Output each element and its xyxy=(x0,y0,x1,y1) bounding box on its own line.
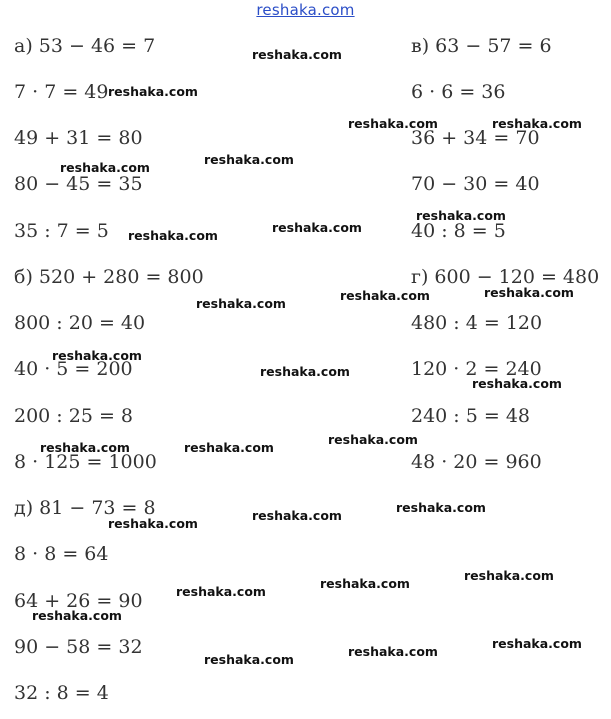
watermark: reshaka.com xyxy=(176,584,266,599)
equation-left-15: 32 : 8 = 4 xyxy=(14,682,109,704)
equation-right-3: 36 + 34 = 70 xyxy=(411,127,540,149)
watermark: reshaka.com xyxy=(484,285,574,300)
equation-left-10: 8 · 125 = 1000 xyxy=(14,451,157,473)
watermark: reshaka.com xyxy=(52,348,142,363)
watermark: reshaka.com xyxy=(492,636,582,651)
watermark: reshaka.com xyxy=(328,432,418,447)
watermark: reshaka.com xyxy=(272,220,362,235)
equation-left-4: 80 − 45 = 35 xyxy=(14,173,143,195)
equation-right-1: в) 63 − 57 = 6 xyxy=(411,35,552,57)
watermark: reshaka.com xyxy=(108,84,198,99)
watermark: reshaka.com xyxy=(60,160,150,175)
watermark: reshaka.com xyxy=(40,440,130,455)
equation-left-12: 8 · 8 = 64 xyxy=(14,543,109,565)
watermark: reshaka.com xyxy=(340,288,430,303)
watermark: reshaka.com xyxy=(108,516,198,531)
equation-left-1: а) 53 − 46 = 7 xyxy=(14,35,156,57)
watermark: reshaka.com xyxy=(416,208,506,223)
watermark: reshaka.com xyxy=(320,576,410,591)
watermark: reshaka.com xyxy=(348,116,438,131)
equation-right-4: 70 − 30 = 40 xyxy=(411,173,540,195)
equation-left-2: 7 · 7 = 49 xyxy=(14,81,109,103)
watermark: reshaka.com xyxy=(464,568,554,583)
equation-left-8: 40 · 5 = 200 xyxy=(14,358,133,380)
watermark: reshaka.com xyxy=(184,440,274,455)
watermark: reshaka.com xyxy=(396,500,486,515)
equation-left-3: 49 + 31 = 80 xyxy=(14,127,143,149)
equation-right-9: 240 : 5 = 48 xyxy=(411,405,531,427)
watermark: reshaka.com xyxy=(128,228,218,243)
equation-right-2: 6 · 6 = 36 xyxy=(411,81,506,103)
equation-left-11: д) 81 − 73 = 8 xyxy=(14,497,156,519)
watermark: reshaka.com xyxy=(348,644,438,659)
equation-right-8: 120 · 2 = 240 xyxy=(411,358,542,380)
watermark: reshaka.com xyxy=(252,508,342,523)
watermark: reshaka.com xyxy=(472,376,562,391)
equation-left-7: 800 : 20 = 40 xyxy=(14,312,146,334)
equation-right-6: г) 600 − 120 = 480 xyxy=(411,266,600,288)
watermark: reshaka.com xyxy=(252,47,342,62)
equation-right-10: 48 · 20 = 960 xyxy=(411,451,542,473)
watermark: reshaka.com xyxy=(260,364,350,379)
equation-left-14: 90 − 58 = 32 xyxy=(14,636,143,658)
watermark: reshaka.com xyxy=(204,152,294,167)
equation-left-13: 64 + 26 = 90 xyxy=(14,590,143,612)
watermark: reshaka.com xyxy=(204,652,294,667)
equation-left-5: 35 : 7 = 5 xyxy=(14,220,109,242)
watermark: reshaka.com xyxy=(32,608,122,623)
equation-left-9: 200 : 25 = 8 xyxy=(14,405,134,427)
site-link[interactable]: reshaka.com xyxy=(256,1,355,19)
watermark: reshaka.com xyxy=(492,116,582,131)
equation-left-6: б) 520 + 280 = 800 xyxy=(14,266,204,288)
watermark: reshaka.com xyxy=(196,296,286,311)
equation-right-5: 40 : 8 = 5 xyxy=(411,220,506,242)
equation-right-7: 480 : 4 = 120 xyxy=(411,312,543,334)
